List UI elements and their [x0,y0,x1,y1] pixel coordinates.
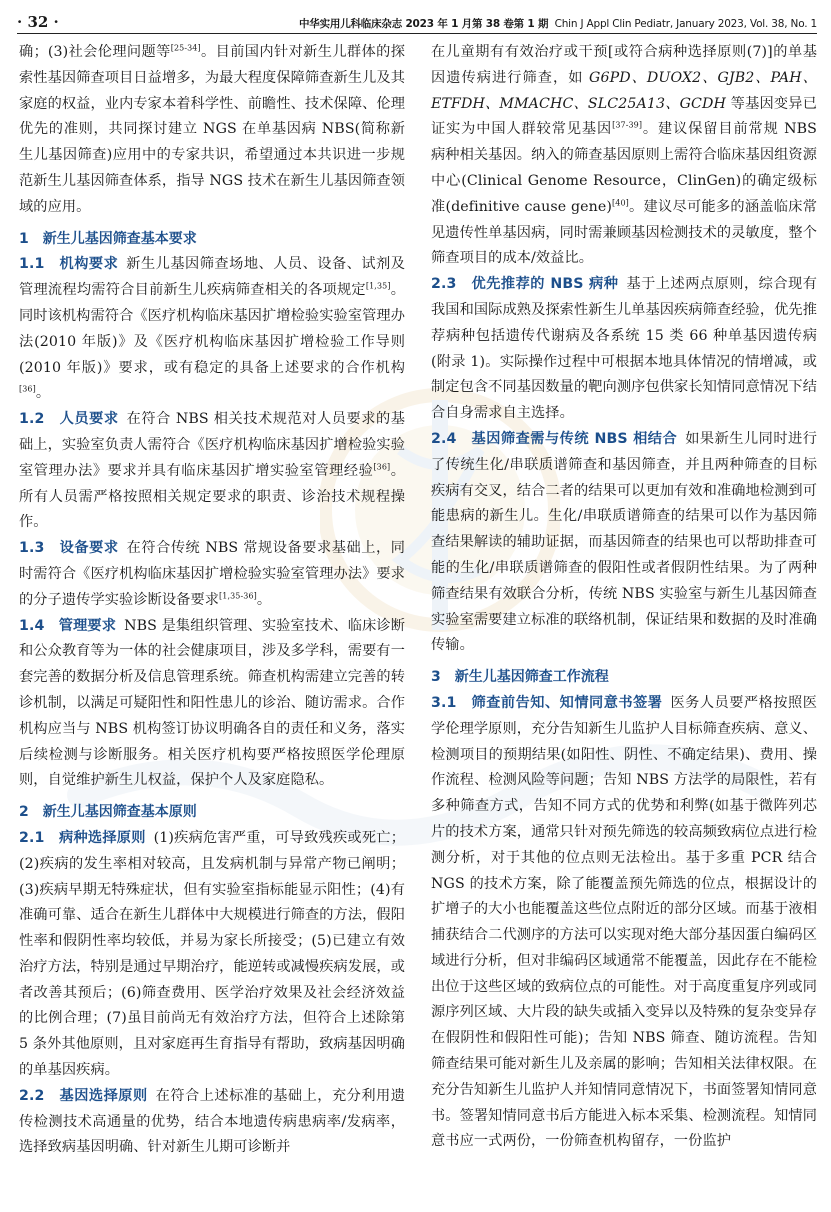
citation-ref[interactable]: [36] [373,462,391,472]
citation-ref[interactable]: [25-34] [170,43,201,53]
journal-en: Chin J Appl Clin Pediatr, January 2023, Vol. 38, No. 1 [554,18,817,30]
subsection-heading: 3.1 筛查前告知、知情同意书签署 [431,694,663,711]
citation-ref[interactable]: [1,35] [365,281,391,291]
section-1-2: 1.2 人员要求 在符合 NBS 相关技术规范对人员要求的基础上，实验室负责人需符合《医疗机构临床基因扩增检验实验室管理办法》要求并具有临床基因扩增实验室管理经验[36]。所有人员需严格按照相关规定要求的职责、诊治技术规程操作。 [19,411,406,531]
subsection-heading: 1.1 机构要求 [19,256,119,273]
intro-paragraph: 确；(3)社会伦理问题等[25-34]。目前国内针对新生儿群体的探索性基因筛查项目日益增多，为最大程度保障筛查新生儿及其家庭的权益，业内专家本着科学性、前瞻性、技术保障、伦理优先的准则，共同探讨建立 NGS 在单基因病 NBS(简称新生儿基因筛查)应用中的专家共识，希望通过本共识进一步规范新生儿基因筛查体系，指导 NGS 技术在新生儿基因筛查领域的应用。 [19,43,405,215]
section-2-2-continued: 在儿童期有有效治疗或干预[或符合病种选择原则(7)]的单基因遗传病进行筛查，如 G6PD、DUOX2、GJB2、PAH、ETFDH、MMACHC、SLC25A13、GCDH 等基因变异已证实为中国人群较常见基因[37-39]。建议保留目前常规 NBS 病种相关基因。纳入的筛查基因原则上需符合临床基因组资源中心(Clinical Genome Resource，ClinGen)的确定级标准(definitive cause gene)[40]。建议尽可能多的涵盖临床常见遗传性单基因病，同时需兼顾基因检测技术的灵敏度，整个筛查项目的成本/效益比。 [431,44,817,267]
section-1-1: 1.1 机构要求 新生儿基因筛查场地、人员、设备、试剂及管理流程均需符合目前新生儿疾病筛查相关的各项规定[1,35]。同时该机构需符合《医疗机构临床基因扩增检验实验室管理办法(2010 年版)》及《医疗机构临床基因扩增检验工作导则(2010 年版)》要求，或有稳定的具备上述要求的合作机构[36]。 [19,256,406,402]
right-column [431,40,817,1155]
section-1-3: 1.3 设备要求 在符合传统 NBS 常规设备要求基础上，同时需符合《医疗机构临床基因扩增检验实验室管理办法》要求的分子遗传学实验诊断设备要求[1,35-36]。 [19,540,405,608]
section-2-2: 2.2 基因选择原则 在符合上述标准的基础上，充分利用遗传检测技术高通量的优势，结合本地遗传病患病率/发病率，选择致病基因明确、针对新生儿期可诊断并 [19,1087,405,1156]
citation-ref[interactable]: [1,35-36] [219,591,257,600]
section-3-title: 3 新生儿基因筛查工作流程 [431,669,609,686]
section-2-title: 2 新生儿基因筛查基本原则 [19,804,197,821]
section-2-1: 2.1 病种选择原则 (1)疾病危害严重，可导致残疾或死亡；(2)疾病的发生率相对较高，且发病机制与异常产物已阐明；(3)疾病早期无特殊症状，但有实验室指标能显示阳性；(4)有准确可靠、适合在新生儿群体中大规模进行筛查的方法，假阳性率和假阴性率均较低，并易为家长所接受；(5)已建立有效治疗方法，特别是通过早期治疗，能逆转或减慢疾病发展，或者改善其预后；(6)筛查费用、医学治疗效果及社会经济效益的比例合理；(7)虽目前尚无有效治疗方法，但符合上述除第 5 条外其他原则，且对家庭再生育指导有帮助，致病基因明确的单基因疾病。 [19,829,406,1079]
citation-ref[interactable]: [40] [612,198,629,208]
section-2-4: 2.4 基因筛查需与传统 NBS 相结合 如果新生儿同时进行了传统生化/串联质谱筛查和基因筛查，并且两种筛查的目标疾病有交叉，结合二者的结果可以更加有效和准确地检测到可能患病的新生儿。生化/串联质谱筛查的结果可以作为基因筛查结果解读的辅助证据，而基因筛查的结果也可以帮助排查可能的生化/串联质谱筛查的假阳性或者假阴性结果。为了两种筛查结果有效联合分析，传统 NBS 实验室与新生儿基因筛查实验室需要建立标准的联络机制，保证结果和数据的及时准确传输。 [431,430,818,654]
journal-citation [87,16,817,31]
subsection-heading: 1.4 管理要求 [19,617,117,634]
running-header [17,8,817,34]
subsection-heading: 2.4 基因筛查需与传统 NBS 相结合 [431,430,678,447]
subsection-heading: 2.1 病种选择原则 [19,829,146,846]
gene-list: G6PD、DUOX2、GJB2、PAH、ETFDH、MMACHC、SLC25A13、GCDH [431,69,817,112]
subsection-heading: 2.2 基因选择原则 [19,1087,148,1104]
section-1-4: 1.4 管理要求 NBS 是集组织管理、实验室技术、临床诊断和公众教育等为一体的社会健康项目，涉及多学科，需要有一套完善的数据分析及信息管理系统。筛查机构需建立完善的转诊机制，以满足可疑阳性和阳性患儿的诊治、随访需求。合作机构应当与 NBS 机构签订协议明确各自的责任和义务，落实后续检测与诊断服务。相关医疗机构要严格按照医学伦理原则，自觉维护新生儿权益，保护个人及家庭隐私。 [19,617,406,789]
page-number: · 32 · [17,13,59,31]
section-1-title: 1 新生儿基因筛查基本要求 [19,230,197,247]
section-2-3: 2.3 优先推荐的 NBS 病种 基于上述两点原则，综合现有我国和国际成熟及探索性新生儿单基因疾病筛查经验，优先推荐病种包括遗传代谢病及各系统 15 类 66 种单基因遗传病(附录 1)。实际操作过程中可根据本地具体情况的情增减，或制定包含不同基因数量的靶向测序包供家长知情同意情况下结合自身需求自主选择。 [431,276,817,422]
subsection-heading: 2.3 优先推荐的 NBS 病种 [431,276,619,293]
left-column [19,40,405,1161]
citation-ref[interactable]: [36] [19,384,36,394]
section-3-1: 3.1 筛查前告知、知情同意书签署 医务人员要严格按照医学伦理学原则，充分告知新生儿监护人目标筛查疾病、意义、检测项目的预期结果(如阳性、阴性、不确定结果)、费用、操作流程、检测风险等问题；告知 NBS 方法学的局限性，若有多种筛查方式，告知不同方式的优势和利弊(如基于微阵列芯片的技术方案，通常只针对预先筛选的较高频致病位点进行检测分析，对于其他的位点则无法检出。基于多重 PCR 结合 NGS 的技术方案，除了能覆盖预先筛选的位点，根据设计的扩增子的大小也能覆盖这些位点附近的部分区域。而基于液相捕获结合二代测序的方法可以实现对绝大部分基因蛋白编码区域进行分析，但对非编码区域通常不能覆盖，因此存在不能检出位于这些区域的致病位点的可能性。对于高度重复序列或同源序列区域、大片段的缺失或插入变异以及特殊的复杂变异存在假阴性和假阳性可能)；告知 NBS 筛查、随访流程。告知筛查结果可能对新生儿及亲属的影响；告知相关法律权限。在充分告知新生儿监护人并知情同意情况下，书面签署知情同意书。签署知情同意书后方能进入标本采集、检测流程。知情同意书应一式两份，一份筛查机构留存，一份监护 [431,694,817,1150]
citation-ref[interactable]: [37-39] [612,120,643,130]
journal-cn: 中华实用儿科临床杂志 2023 年 1 月第 38 卷第 1 期 [299,18,549,30]
subsection-heading: 1.2 人员要求 [19,411,119,428]
subsection-heading: 1.3 设备要求 [19,540,119,557]
